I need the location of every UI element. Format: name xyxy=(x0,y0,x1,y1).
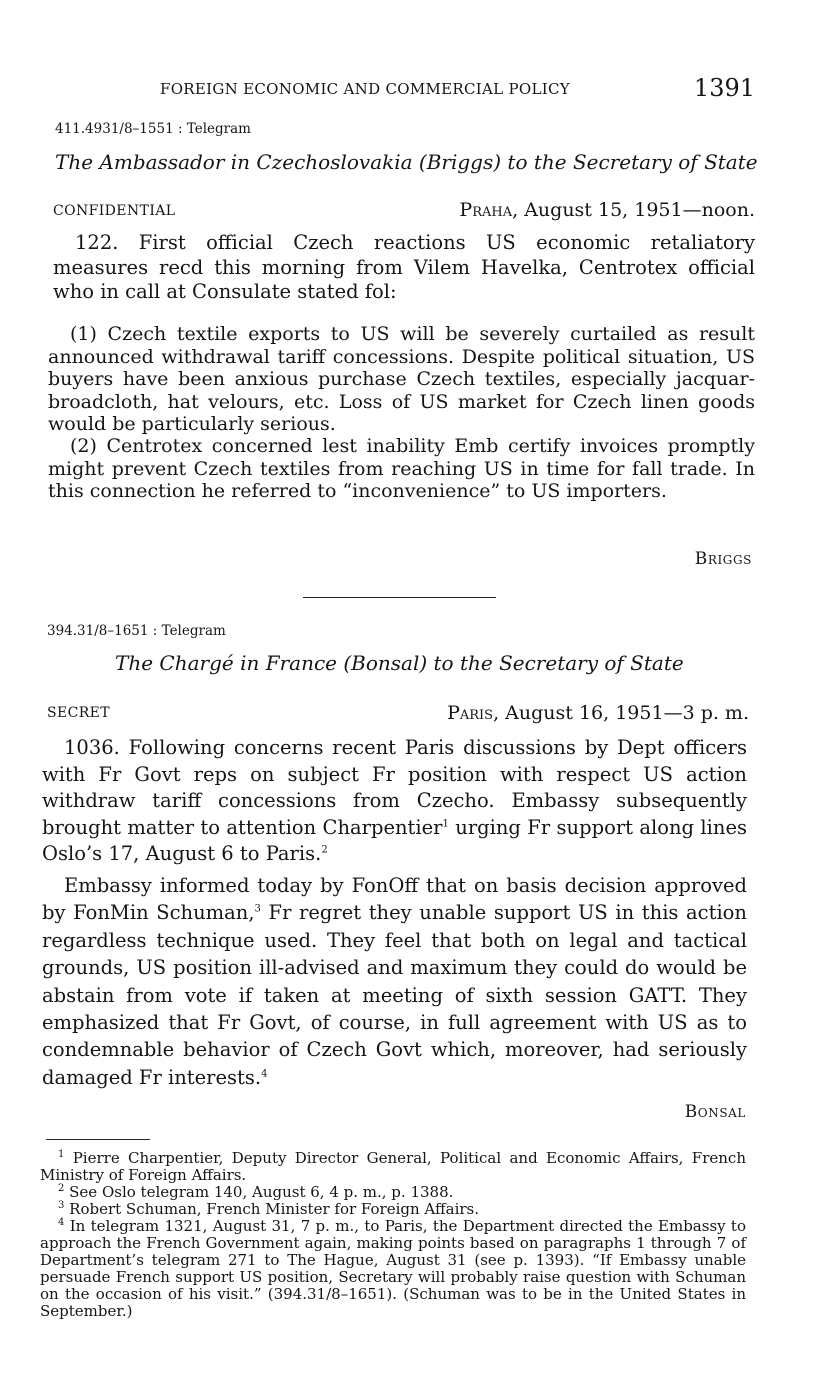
doc1-paragraph-1: 122. First official Czech reactions US economic retaliatory measures recd this morning from Vilem Havelka, Centrotex official who in call at Consulate stated fol: xyxy=(53,231,755,304)
doc2-heading: The Chargé in France (Bonsal) to the Secretary of State xyxy=(115,651,684,675)
doc2-date: August 16, 1951—3 p. m. xyxy=(505,702,749,724)
doc1-item-1: (1) Czech textile exports to US will be severely curtailed as result announced withdrawal tariff concessions. Despite political situation, US buyers have been anxious purchase Czech textiles, especially jacquar-broadcloth, hat velours, etc. Loss of US market for Czech linen goods would be particularly serious. xyxy=(48,323,755,435)
doc2-dateline xyxy=(447,702,749,724)
doc1-dateline xyxy=(459,199,755,221)
footnote-mark: 1 xyxy=(58,1149,65,1160)
doc2-paragraph-2-text: Embassy informed today by FonOff that on basis decision approved by FonMin Schuman, xyxy=(42,874,747,925)
footnote-ref-4[interactable]: 4 xyxy=(261,1068,268,1080)
doc2-classification: SECRET xyxy=(47,705,111,721)
running-head xyxy=(160,76,755,106)
footnotes xyxy=(40,1150,746,1320)
footnote-ref-1[interactable]: 1 xyxy=(442,818,449,830)
footnote-text: In telegram 1321, August 31, 7 p. m., to Paris, the Department directed the Embassy to approach the French Government again, making points based on paragraphs 1 through 7 of Department’s telegram 271 to The Hague, August 31 (see p. 1393). “If Embassy unable persuade French support US position, Secretary will probably raise question with Schuman on the occasion of his visit.” (394.31/8–1651). (Schuman was to be in the United States in September.) xyxy=(40,1217,746,1320)
doc1-file-reference: 411.4931/8–1551 : Telegram xyxy=(55,121,251,137)
footnote-mark: 2 xyxy=(58,1183,65,1194)
footnote-1 xyxy=(40,1150,746,1184)
doc1-heading: The Ambassador in Czechoslovakia (Briggs) to the Secretary of State xyxy=(55,150,758,174)
doc2-paragraph-1 xyxy=(42,735,747,868)
doc2-paragraph-2-text-continued: Fr regret they unable support US in this action regardless technique used. They feel that both on legal and tactical grounds, US position ill-advised and maximum they could do would be abstain from vote if taken at meeting of sixth session GATT. They emphasized that Fr Govt, of course, in full agreement with US as to condemnable behavior of Czech Govt which, moreover, had seriously damaged Fr interests. xyxy=(42,901,747,1089)
running-head-title: FOREIGN ECONOMIC AND COMMERCIAL POLICY xyxy=(160,80,570,98)
footnote-text: See Oslo telegram 140, August 6, 4 p. m., p. 1388. xyxy=(69,1183,454,1201)
footnote-3 xyxy=(40,1201,746,1218)
doc2-place: Paris, xyxy=(447,702,500,724)
footnote-4 xyxy=(40,1218,746,1320)
doc2-signature: Bonsal xyxy=(684,1102,746,1122)
footnote-ref-2[interactable]: 2 xyxy=(321,844,328,856)
doc1-place: Praha, xyxy=(459,199,519,221)
doc1-signature: Briggs xyxy=(694,549,752,569)
doc1-item-2: (2) Centrotex concerned lest inability Emb certify invoices promptly might prevent Czech textiles from reaching US in time for fall trade. In this connection he referred to “inconvenience” to US importers. xyxy=(48,435,755,502)
footnote-ref-3[interactable]: 3 xyxy=(254,903,261,915)
footnote-2 xyxy=(40,1184,746,1201)
doc1-date: August 15, 1951—noon. xyxy=(524,199,755,221)
page-number: 1391 xyxy=(693,74,755,102)
footnote-text: Robert Schuman, French Minister for Foreign Affairs. xyxy=(69,1200,480,1218)
footnote-mark: 4 xyxy=(58,1217,65,1228)
doc2-file-reference: 394.31/8–1651 : Telegram xyxy=(47,623,226,639)
footnote-divider xyxy=(46,1139,150,1140)
doc2-paragraph-1-text: 1036. Following concerns recent Paris discussions by Dept officers with Fr Govt reps on subject Fr position with respect US action withdraw tariff concessions from Czecho. Embassy subsequently brought matter to attention Charpentier xyxy=(42,736,747,839)
footnote-text: Pierre Charpentier, Deputy Director General, Political and Economic Affairs, French Ministry of Foreign Affairs. xyxy=(40,1149,746,1184)
doc2-paragraph-1-text-continued: urging Fr support along lines Oslo’s 17, August 6 to Paris. xyxy=(42,815,747,866)
section-divider xyxy=(303,597,496,598)
doc1-classification: CONFIDENTIAL xyxy=(53,203,176,219)
doc2-paragraph-2 xyxy=(42,872,747,1091)
footnote-mark: 3 xyxy=(58,1200,65,1211)
